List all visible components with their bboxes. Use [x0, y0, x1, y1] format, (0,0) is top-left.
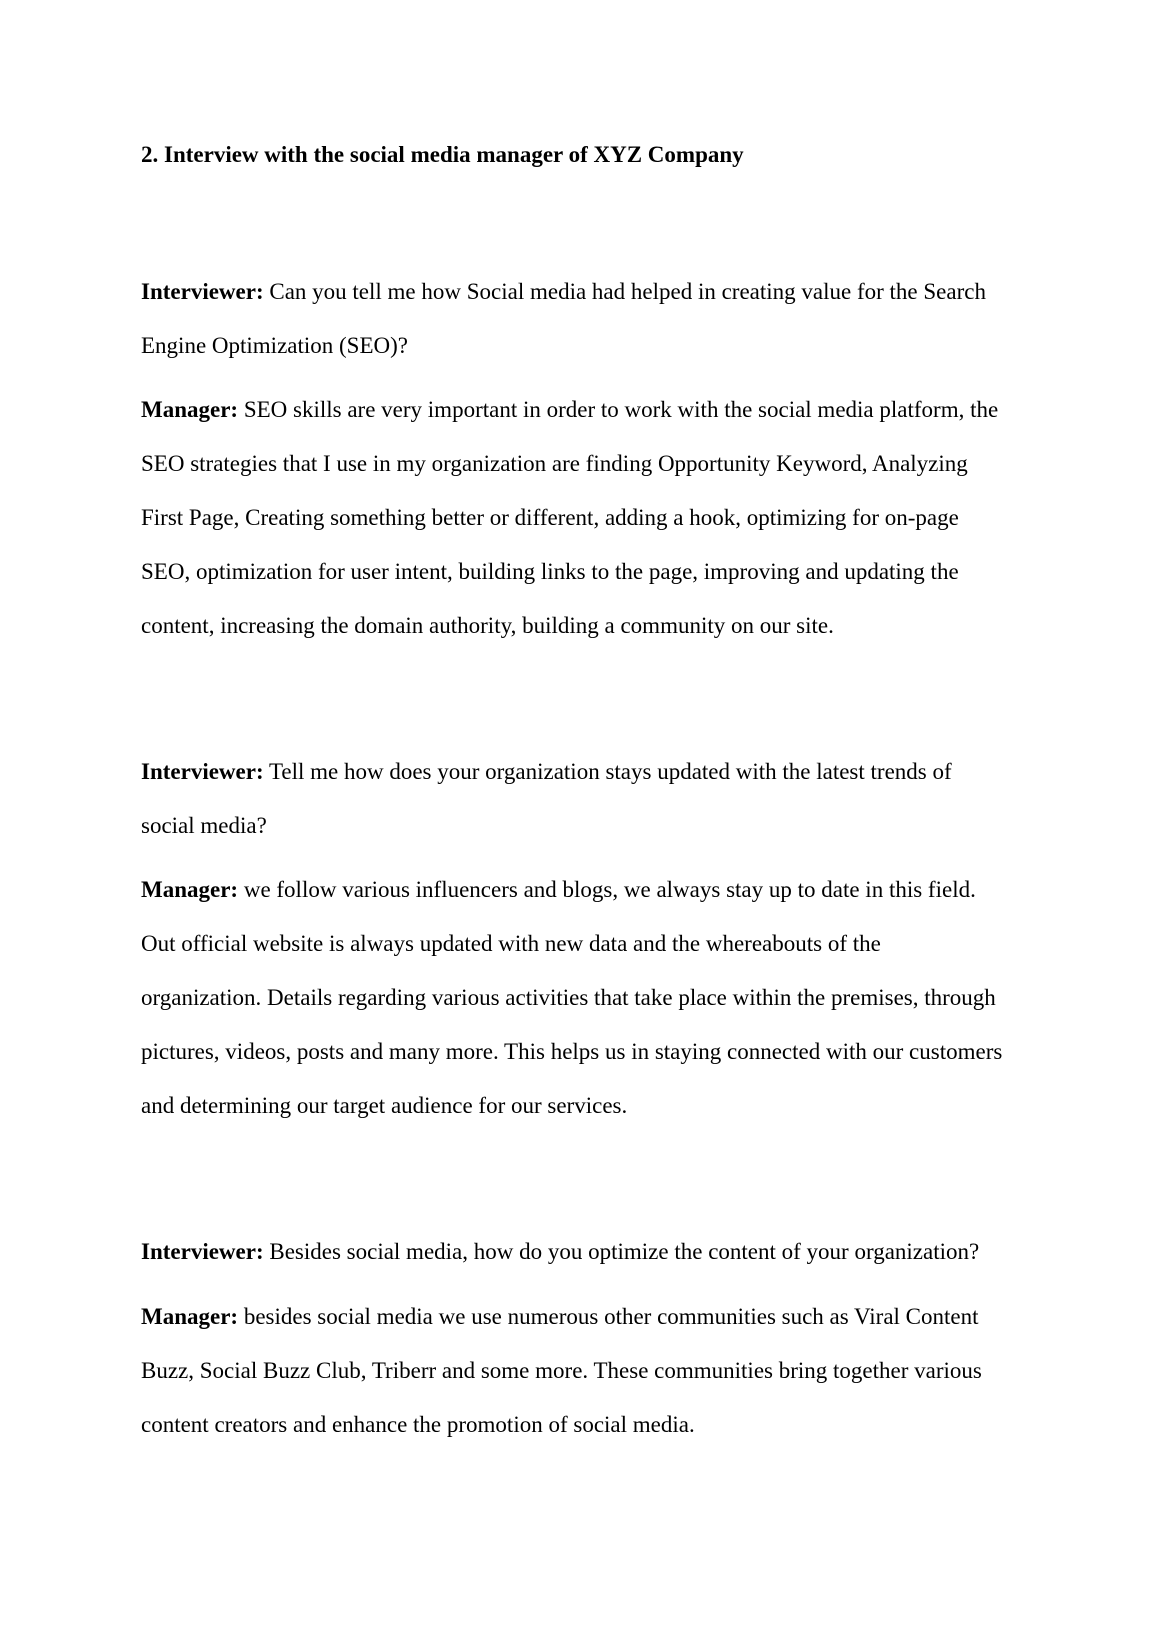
interviewer-question-2 [141, 745, 1031, 853]
question-line: Engine Optimization (SEO)? [141, 333, 408, 358]
question-line: social media? [141, 813, 267, 838]
manager-answer-2 [141, 863, 1031, 1133]
answer-line: Buzz, Social Buzz Club, Triberr and some more. These communities bring together various [141, 1358, 982, 1383]
question-line: Interviewer: Tell me how does your organization stays updated with the latest trends of [141, 759, 952, 784]
answer-line: pictures, videos, posts and many more. This helps us in staying connected with our customers [141, 1039, 1003, 1064]
answer-line: organization. Details regarding various activities that take place within the premises, through [141, 985, 996, 1010]
speaker-label-manager: Manager: [141, 1304, 239, 1329]
speaker-label-manager: Manager: [141, 397, 239, 422]
answer-line: SEO strategies that I use in my organization are finding Opportunity Keyword, Analyzing [141, 451, 968, 476]
manager-answer-1 [141, 383, 1031, 653]
speaker-label-interviewer: Interviewer: [141, 1239, 264, 1264]
speaker-label-interviewer: Interviewer: [141, 759, 264, 784]
answer-line: Manager: SEO skills are very important in order to work with the social media platform, the [141, 397, 999, 422]
answer-line: Out official website is always updated with new data and the whereabouts of the [141, 931, 881, 956]
answer-line: content creators and enhance the promotion of social media. [141, 1412, 695, 1437]
interviewer-question-1 [141, 265, 1031, 373]
question-line: Interviewer: Can you tell me how Social media had helped in creating value for the Search [141, 279, 986, 304]
interviewer-question-3 [141, 1225, 1031, 1279]
answer-line: Manager: besides social media we use numerous other communities such as Viral Content [141, 1304, 979, 1329]
answer-line: Manager: we follow various influencers and blogs, we always stay up to date in this field. [141, 877, 976, 902]
answer-line: SEO, optimization for user intent, building links to the page, improving and updating the [141, 559, 959, 584]
speaker-label-manager: Manager: [141, 877, 239, 902]
question-line: Interviewer: Besides social media, how do you optimize the content of your organization? [141, 1239, 980, 1264]
answer-line: and determining our target audience for our services. [141, 1093, 628, 1118]
manager-answer-3 [141, 1290, 1031, 1452]
answer-line: First Page, Creating something better or different, adding a hook, optimizing for on-page [141, 505, 959, 530]
section-title: 2. Interview with the social media manager of XYZ Company [141, 142, 744, 167]
answer-line: content, increasing the domain authority, building a community on our site. [141, 613, 834, 638]
speaker-label-interviewer: Interviewer: [141, 279, 264, 304]
